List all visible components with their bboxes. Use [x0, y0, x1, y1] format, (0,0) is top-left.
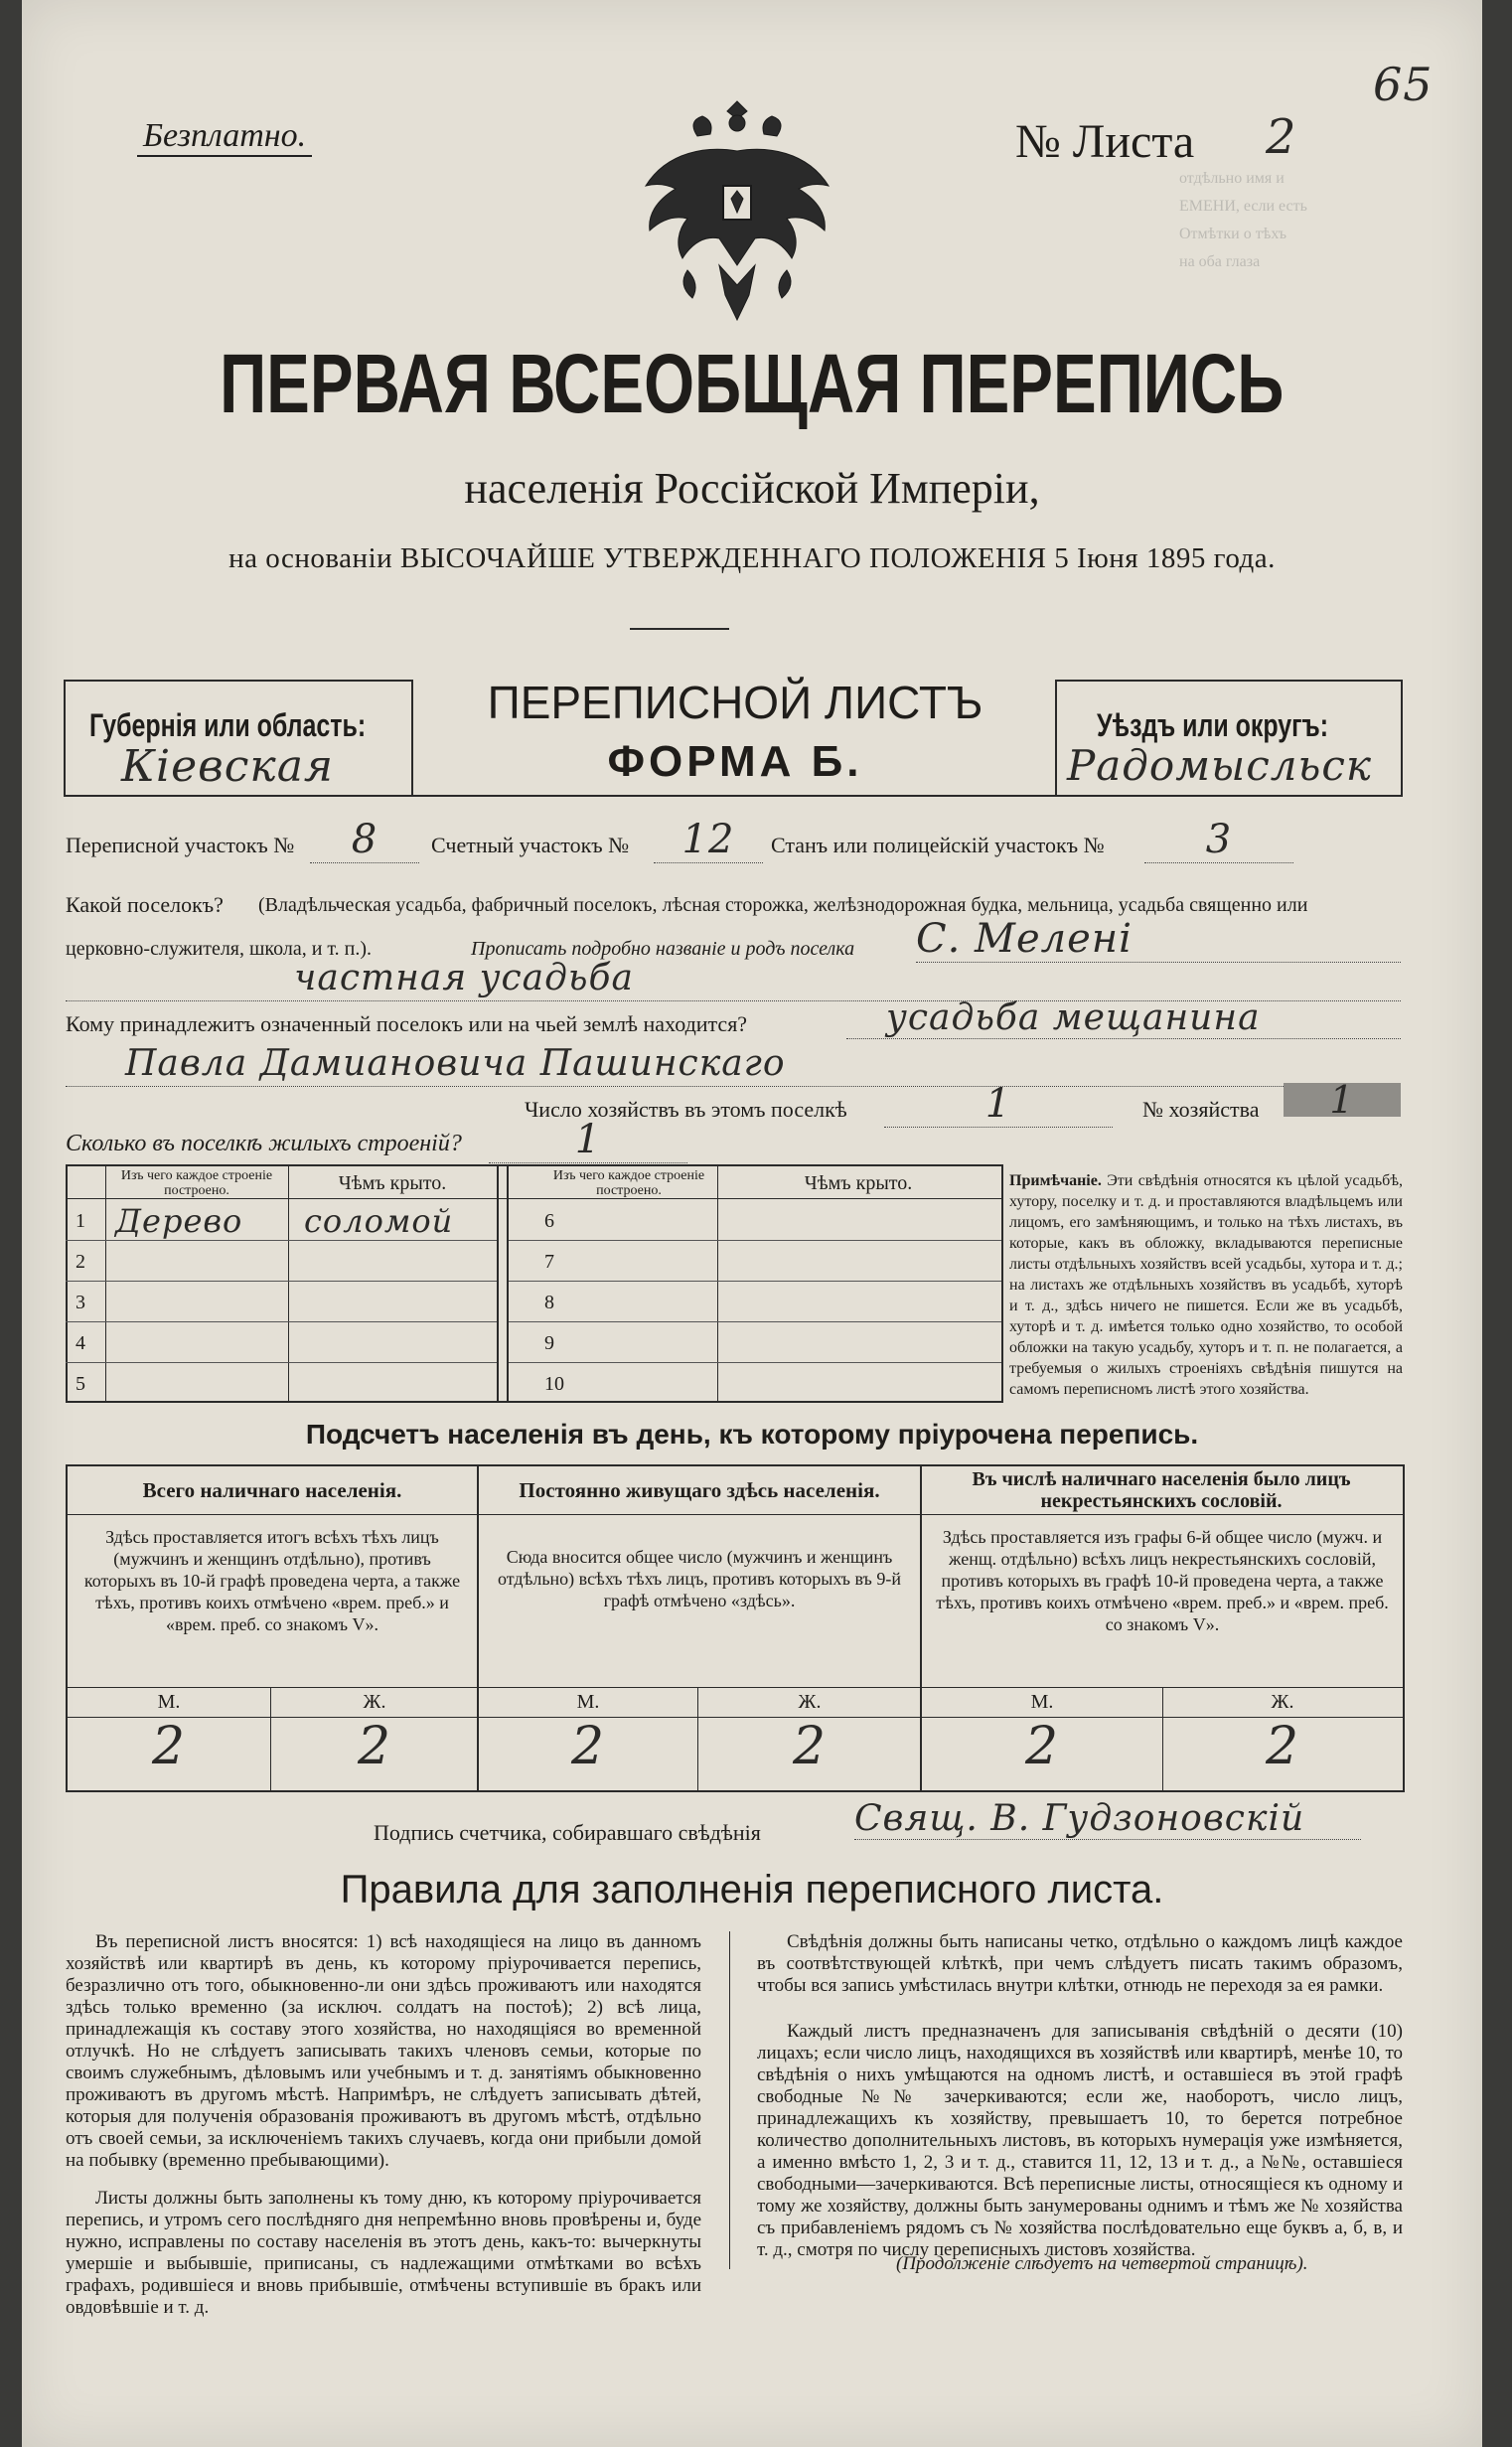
pop-mf-rule-2	[697, 1687, 698, 1790]
province-value: Кіевская	[121, 741, 335, 792]
row-number: 4	[76, 1332, 85, 1354]
table-row	[66, 1322, 497, 1363]
col2-m-label: М.	[576, 1691, 600, 1713]
basis-line: на основаніи ВЫСОЧАЙШЕ УТВЕРЖДЕННАГО ПОЛОЖЕНІЯ 5 Іюня 1895 года.	[228, 542, 1276, 574]
short-divider	[630, 628, 729, 630]
table-row	[66, 1241, 497, 1282]
rules-right-p2: Каждый листъ предназначенъ для записыванія свѣдѣній о десяти (10) лицахъ; если число лицъ, находящихся въ хозяйствѣ или квартирѣ, менѣе 10, то свѣдѣнія о нихъ умѣщаются на одномъ листѣ, и оставшіеся въ этой графѣ свободные №№ зачеркиваются; если же, наоборотъ, число лицъ, принадлежащихъ къ хозяйству, превышаетъ 10, то берется потребное количество дополнительныхъ листовъ, въ которыхъ нумерація уже измѣняется, а именно вмѣсто 1, 2, 3 и т. д., ставится 11, 12, 13 и т. д., а №№, оставшіеся свободными—зачеркиваются. Всѣ переписные листы, относящіеся къ одному и тому же хозяйству, должны быть занумерованы однимъ и тѣмъ же № хозяйства съ прибавленіемъ рядомъ съ № хозяйства послѣдовательно еще буквъ а, б, в, и т. д., смотря по числу переписныхъ листовъ хозяйства.	[757, 2021, 1403, 2260]
settlement-hint-1: (Владѣльческая усадьба, фабричный поселокъ, лѣсная сторожка, желѣзнодорожная будка, мельница, усадьба священно или	[258, 894, 1308, 916]
col1-m-value: 2	[151, 1717, 187, 1776]
form-name: ПЕРЕПИСНОЙ ЛИСТЪ	[487, 677, 983, 728]
form-band-left-top	[64, 680, 411, 682]
row-number: 8	[544, 1292, 554, 1313]
owner-question: Кому принадлежитъ означенный поселокъ или на чьей землѣ находится?	[66, 1011, 748, 1036]
population-subhead-rule	[66, 1687, 1403, 1688]
population-col2-title: Постоянно живущаго здѣсь населенія.	[519, 1478, 880, 1502]
col3-m-label: М.	[1030, 1691, 1054, 1713]
title-wrap	[22, 336, 1482, 432]
population-col2-text: Сюда вносится общее число (мужчинъ и женщинъ отдѣльно) всѣхъ тѣхъ лицъ, противъ которыхъ въ 9-й графѣ отмѣчено «здѣсь».	[498, 1547, 901, 1610]
col3-f-label: Ж.	[1271, 1691, 1294, 1713]
table-header-rule	[66, 1198, 1001, 1199]
province-label: Губернія или область:	[89, 707, 367, 743]
col3-f-value: 2	[1265, 1717, 1300, 1776]
page-subtitle: населенія Россійской Имперіи,	[464, 464, 1040, 513]
form-band-right-top	[1055, 680, 1403, 682]
table-row	[509, 1241, 1001, 1282]
police-area-label: Станъ или полицейскій участокъ №	[771, 833, 1105, 857]
police-area-value: 3	[1144, 817, 1293, 863]
table-center-divider-a	[497, 1164, 499, 1401]
row-number: 5	[76, 1373, 85, 1395]
count-area-value: 12	[654, 817, 763, 863]
population-col3-title: Въ числѣ наличнаго населенія было лицъ некрестьянскихъ сословій.	[972, 1468, 1351, 1512]
table-row	[66, 1200, 497, 1241]
col2-f-value: 2	[792, 1717, 828, 1776]
owner-value-2: Павла Дамиановича Пашинскаго	[66, 1043, 1401, 1087]
district-label: Уѣздъ или округъ:	[1097, 707, 1329, 743]
buildings-rows-left	[66, 1200, 497, 1401]
form-band-right-divider	[1055, 680, 1057, 797]
households-value: 1	[884, 1081, 1113, 1128]
households-label: Число хозяйствъ въ этомъ поселкѣ	[525, 1097, 847, 1122]
settlement-type-value: частная усадьба	[66, 958, 1401, 1001]
corner-number: 65	[1373, 58, 1434, 111]
col3-m-value: 2	[1024, 1717, 1060, 1776]
double-headed-eagle-icon	[628, 91, 846, 340]
census-area-label: Переписной участокъ №	[66, 833, 295, 857]
rules-title: Правила для заполненія переписного листа.	[340, 1868, 1164, 1912]
form-band-bottom	[64, 795, 1403, 797]
form-type: ФОРМА Б.	[607, 737, 863, 786]
col1-f-value: 2	[357, 1717, 392, 1776]
count-area-label: Счетный участокъ №	[431, 833, 630, 857]
sheet-number-value: 2	[1266, 109, 1297, 165]
signature-label: Подпись счетчика, собиравшаго свѣдѣнія	[374, 1820, 761, 1845]
population-col3-text: Здѣсь проставляется изъ графы 6-й общее число (мужч. и женщ. отдѣльно) всѣхъ лицъ некрестьянскихъ сословій, противъ которыхъ въ графѣ 10-й проведена черта, а также тѣхъ, противъ коихъ отмѣчено «врем. преб.» и «врем. преб. со знакомъ V».	[936, 1527, 1389, 1634]
pop-mf-rule-3	[1162, 1687, 1163, 1790]
buildings-note	[1009, 1170, 1403, 1400]
rules-continued: (Продолженіе слѣдуетъ на четвертой страницѣ).	[896, 2253, 1308, 2274]
col-material-left: Изъ чего каждое строеніе построено.	[120, 1168, 273, 1198]
sheet-number-label: № Листа	[1015, 115, 1195, 168]
form-band-left-side	[64, 680, 66, 797]
row-number: 3	[76, 1292, 85, 1313]
household-number-value: 1	[1284, 1083, 1401, 1117]
population-heading: Подсчетъ населенія въ день, къ которому пріурочена перепись.	[305, 1419, 1199, 1450]
census-sheet	[22, 0, 1482, 2447]
settlement-question: Какой поселокъ?	[66, 892, 224, 917]
rules-right-p1: Свѣдѣнія должны быть написаны четко, отдѣльно о каждомъ лицѣ каждое въ соотвѣтствующей клѣткѣ, при чемъ слѣдуетъ писать такимъ образомъ, чтобы вся запись умѣстилась внутри клѣтки, отнюдь не переходя за ея рамки.	[757, 1931, 1403, 1996]
row-number: 6	[544, 1210, 554, 1232]
population-title-rule	[66, 1514, 1403, 1515]
col2-f-label: Ж.	[798, 1691, 822, 1713]
col1-m-label: М.	[157, 1691, 181, 1713]
table-row	[509, 1282, 1001, 1322]
row-number: 7	[544, 1251, 554, 1273]
table-row	[509, 1363, 1001, 1401]
bleed-through-text: отдѣльно имя и ЕМЕНИ, если есть Отмѣтки о тѣхъ на оба глаза	[1179, 170, 1307, 270]
col1-f-label: Ж.	[363, 1691, 386, 1713]
rules-left-p1: Въ переписной листъ вносятся: 1) всѣ находящіеся на лицо въ данномъ хозяйствѣ или квартирѣ въ день, къ которому пріурочивается перепись, безразлично отъ того, обыкновенно-ли они здѣсь проживаютъ или находятся здѣсь только временно (за исключ. солдатъ на постоѣ); 2) всѣ лица, принадлежащія къ составу этого хозяйства, но находящіяся во временной отлучкѣ. Но не слѣдуетъ записывать такихъ членовъ семьи, которые по своимъ служебнымъ, дѣловымъ или учебнымъ и т. д. занятіямъ обыкновенно проживаютъ въ другомъ мѣстѣ. Напримѣръ, не слѣдуетъ записывать дѣтей, которыя для полученія образованія проживаютъ въ другомъ мѣстѣ, отдѣльно отъ своей семьи, за исключеніемъ такихъ случаевъ, когда они прибыли домой на побывку (временно пребывающими).	[66, 1931, 701, 2171]
buildings-label: Сколько въ поселкѣ жилыхъ строеній?	[66, 1131, 462, 1156]
buildings-value: 1	[489, 1117, 687, 1163]
row-roof: соломой	[304, 1202, 454, 1240]
settlement-hint-3: Прописать подробно названіе и родъ поселка	[471, 938, 855, 960]
row-number: 2	[76, 1251, 85, 1273]
owner-value-1: усадьба мещанина	[846, 997, 1401, 1039]
buildings-rows-right	[509, 1200, 1001, 1401]
note-title: Примѣчаніе.	[1009, 1172, 1102, 1189]
population-col1-title: Всего наличнаго населенія.	[142, 1478, 402, 1502]
rules-left-p2: Листы должны быть заполнены къ тому дню, къ которому пріурочивается перепись, и утромъ сего послѣдняго дня непремѣнно вновь провѣрены и, буде нужно, исправлены по составу населенія въ этотъ день, какъ-то: вычеркнуты умершіе и выбывшіе, приписаны, съ надлежащими отмѣтками во всѣхъ графахъ, родившіеся и вновь прибывшіе, отмѣчены вступившіе въ бракъ или овдовѣвшіе и т. д.	[66, 2188, 701, 2318]
form-band-right-side	[1401, 680, 1403, 797]
settlement-name-value: С. Меленi	[916, 916, 1401, 963]
col-material-right: Изъ чего каждое строеніе построено.	[552, 1168, 705, 1198]
table-row	[66, 1363, 497, 1401]
household-number-label: № хозяйства	[1142, 1097, 1260, 1122]
pop-mf-rule-1	[270, 1687, 271, 1790]
table-row	[509, 1322, 1001, 1363]
row-number: 1	[76, 1210, 85, 1232]
row-number: 10	[544, 1373, 564, 1395]
row-material: Дерево	[115, 1202, 243, 1240]
table-row	[66, 1282, 497, 1322]
settlement-hint-2: церковно-служителя, школа, и т. п.).	[66, 938, 372, 960]
form-band-left-divider	[411, 680, 413, 797]
col2-m-value: 2	[570, 1717, 606, 1776]
rules-column-divider	[729, 1931, 730, 2269]
table-row	[509, 1200, 1001, 1241]
district-value: Радомысльск	[1067, 741, 1372, 790]
row-number: 9	[544, 1332, 554, 1354]
population-col1-text: Здѣсь проставляется итогъ всѣхъ тѣхъ лицъ (мужчинъ и женщинъ отдѣльно), противъ которыхъ въ 10-й графѣ проведена черта, а также тѣхъ, противъ коихъ отмѣчено «врем. преб.» и «врем. преб. со знакомъ V».	[83, 1527, 461, 1634]
census-area-value: 8	[310, 817, 419, 863]
signature-value: Свящ. В. Гудзоновскій	[854, 1798, 1361, 1840]
col-roof-left: Чѣмъ крыто.	[338, 1172, 447, 1194]
col-roof-right: Чѣмъ крыто.	[804, 1172, 913, 1194]
note-text: Эти свѣдѣнія относятся къ цѣлой усадьбѣ, хутору, поселку и т. д. и проставляются владѣльцемъ или лицомъ, его замѣняющимъ, и только на тѣхъ листахъ, въ которые, какъ въ обложку, вкладываются переписные листы отдѣльныхъ хозяйствъ всей усадьбы, хутора и т. д.; на листахъ же отдѣльныхъ хозяйствъ въ усадьбѣ, хуторѣ и т. д., здѣсь ничего не пишется. Если же въ усадьбѣ, хуторѣ и т. д. имѣется только одно хозяйство, то особой обложки на такую усадьбу, хуторъ и т. п. не полагается, а требуемыя о жилыхъ строеніяхъ свѣдѣнія пишутся на самомъ переписномъ листѣ этого хозяйства.	[1009, 1172, 1404, 1398]
page-title: ПЕРВАЯ ВСЕОБЩАЯ ПЕРЕПИСЬ	[220, 337, 1285, 430]
free-label: Безплатно.	[137, 117, 312, 157]
